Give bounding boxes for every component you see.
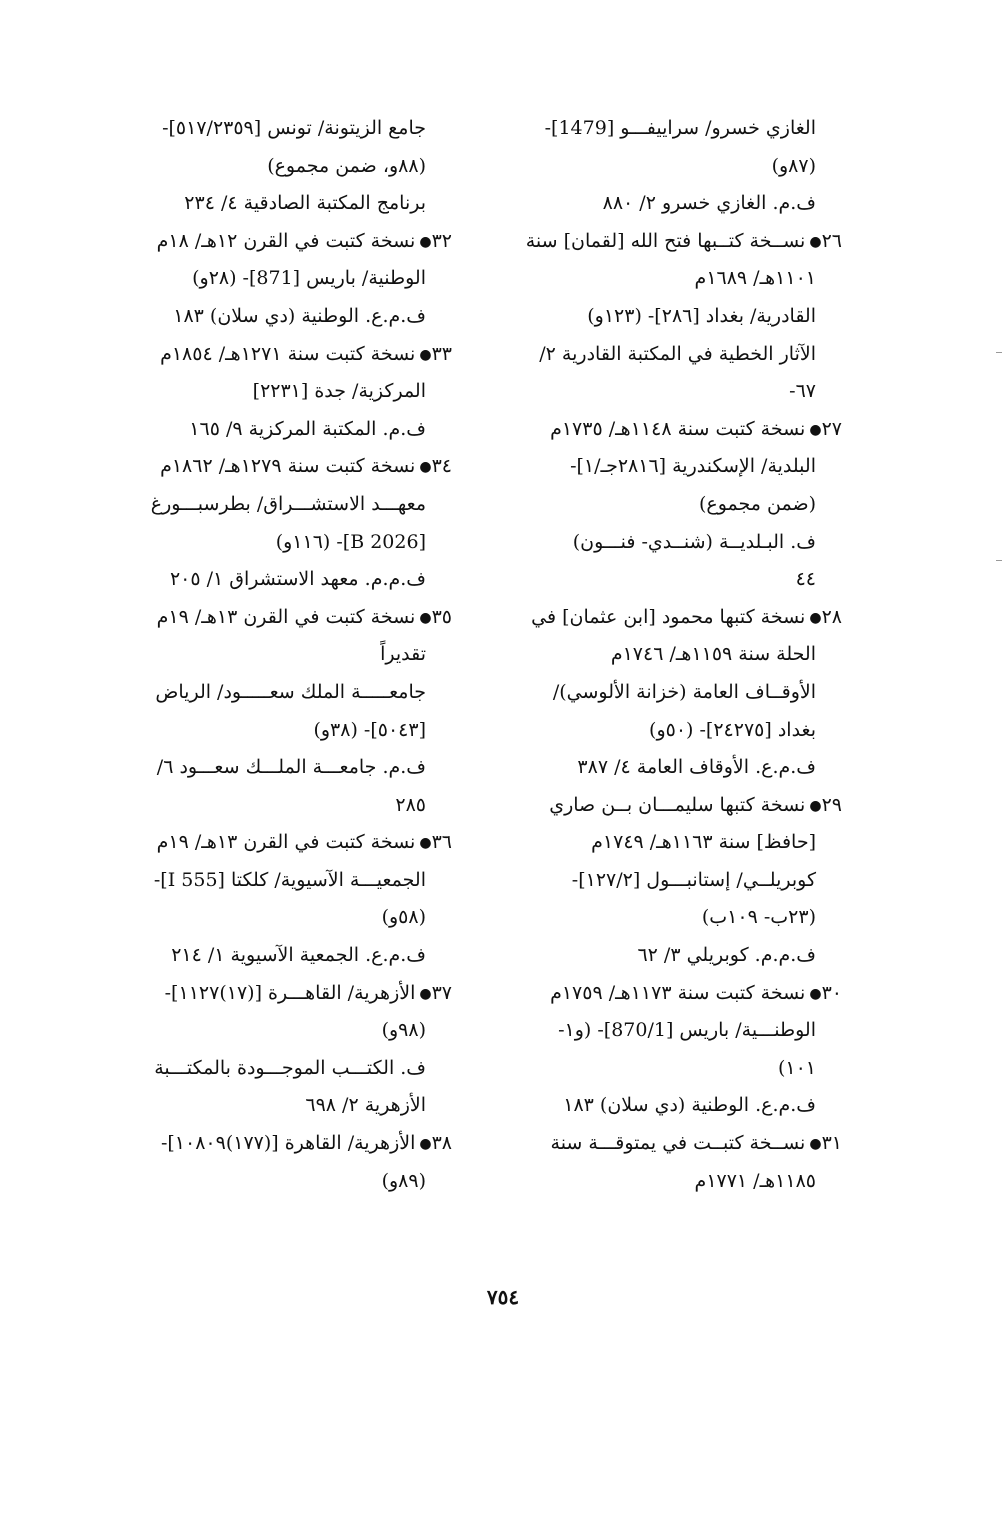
line-text: (٨٩و) xyxy=(381,1169,426,1192)
entry-line xyxy=(492,862,842,900)
bullet-icon: ● xyxy=(809,1136,822,1153)
entry-line xyxy=(492,937,842,975)
entry-line xyxy=(492,373,842,411)
entry-line xyxy=(100,185,452,223)
line-text: نسخة كتبت سنة ١١٤٨هـ/ ١٧٣٥م xyxy=(550,417,806,440)
entry-heading-line xyxy=(492,975,842,1013)
entry-heading-line xyxy=(492,1125,842,1163)
line-text: جامع الزيتونة/ تونس [٥١٧/٢٣٥٩]- xyxy=(162,117,426,139)
entry-line xyxy=(100,1050,452,1088)
line-text: نسخة كتبت سنة ١١٧٣هـ/ ١٧٥٩م xyxy=(550,981,806,1004)
entry-number: ٢٩ xyxy=(821,793,842,816)
entry-line xyxy=(492,636,842,674)
line-text: نســخة كتبــت في يمتوقـــة سنة xyxy=(550,1132,806,1155)
entry-line xyxy=(492,1050,842,1088)
line-text: ف.م.م. كوبريلي ٣/ ٦٢ xyxy=(637,944,816,967)
line-text: الوطنـــية/ باريس [870/1]- (و١- xyxy=(558,1019,816,1042)
entry-heading-line xyxy=(492,599,842,637)
line-text: نسخة كتبت سنة ١٢٧١هـ/ ١٨٥٤م xyxy=(160,342,416,365)
entry-line xyxy=(492,260,842,298)
line-text: نسخة كتبت سنة ١٢٧٩هـ/ ١٨٦٢م xyxy=(160,455,416,478)
line-text: (٥٨و) xyxy=(381,906,426,929)
line-text: كوبريلــي/ إستانبـــول [١٢٧/٢]- xyxy=(571,868,816,891)
entry-line xyxy=(100,1163,452,1201)
entry-line xyxy=(492,824,842,862)
entry-line xyxy=(492,749,842,787)
entry-number: ٣٨ xyxy=(431,1132,452,1155)
bullet-icon: ● xyxy=(419,835,432,852)
line-text: الجمعيـــة الآسيوية/ كلكتا [I 555]- xyxy=(153,868,426,891)
bullet-icon: ● xyxy=(419,985,432,1002)
entry-line xyxy=(100,1087,452,1125)
line-text: (٢٣ب- ١٠٩ب) xyxy=(701,906,816,929)
entry-heading-line xyxy=(100,223,452,261)
entry-line xyxy=(492,185,842,223)
entry-line xyxy=(100,937,452,975)
entry-heading-line xyxy=(100,824,452,862)
line-text: ف.م. الغازي خسرو ٢/ ٨٨٠ xyxy=(602,192,816,215)
line-text: البلدية/ الإسكندرية [٢٨١٦جـ/١]- xyxy=(570,455,816,478)
entry-line xyxy=(100,561,452,599)
entry-number: ٣٣ xyxy=(431,342,452,365)
line-text: الأزهرية/ القاهرة [(١٧٧)١٠٨٠٩]- xyxy=(160,1132,416,1155)
line-text: ف.م.ع. الأوقاف العامة ٤/ ٣٨٧ xyxy=(577,756,816,779)
entry-heading-line xyxy=(100,599,452,637)
entry-line xyxy=(492,712,842,750)
entry-line xyxy=(100,636,452,674)
line-text: ٢٨٥ xyxy=(395,793,426,816)
line-text: برنامج المكتبة الصادقية ٤/ ٢٣٤ xyxy=(184,192,426,215)
entry-line xyxy=(100,749,452,787)
entry-heading-line xyxy=(100,336,452,374)
entry-line xyxy=(492,1163,842,1201)
line-text: نسخة كتبها محمود [ابن عثمان] في xyxy=(531,605,806,628)
entry-number: ٣٤ xyxy=(431,455,452,478)
entry-number: ٣١ xyxy=(821,1132,842,1155)
entry-line xyxy=(100,148,452,186)
left-column xyxy=(100,110,452,1200)
bullet-icon: ● xyxy=(419,233,432,250)
bullet-icon: ● xyxy=(809,609,822,626)
entry-line xyxy=(100,712,452,750)
entry-line xyxy=(100,298,452,336)
line-text: ٤٤ xyxy=(795,568,816,591)
line-text: ١١٨٥هـ/ ١٧٧١م xyxy=(694,1169,816,1192)
line-text: الأوقــاف العامة (خزانة الألوسي)/ xyxy=(552,680,816,703)
line-text: الحلة سنة ١١٥٩هـ/ ١٧٤٦م xyxy=(610,643,816,666)
bullet-icon: ● xyxy=(419,346,432,363)
entry-line xyxy=(492,448,842,486)
entry-line xyxy=(492,674,842,712)
entry-line xyxy=(100,110,452,148)
line-text: ف.م. المكتبة المركزية ٩/ ١٦٥ xyxy=(189,417,426,440)
entry-line xyxy=(100,787,452,825)
page-number: ٧٥٤ xyxy=(486,1285,520,1309)
bullet-icon: ● xyxy=(809,797,822,814)
bullet-icon: ● xyxy=(809,421,822,438)
entry-number: ٣٦ xyxy=(431,831,452,854)
entry-heading-line xyxy=(100,1125,452,1163)
entry-number: ٣٧ xyxy=(431,981,452,1004)
entry-number: ٢٧ xyxy=(821,417,842,440)
line-text: (٩٨و) xyxy=(381,1019,426,1042)
line-text: [B 2026]- (١١٦و) xyxy=(275,530,426,553)
entry-heading-line xyxy=(492,787,842,825)
bullet-icon: ● xyxy=(809,985,822,1002)
margin-mark xyxy=(996,560,1002,561)
line-text: ف.م.ع. الوطنية (دي سلان) ١٨٣ xyxy=(173,304,426,327)
entry-heading-line xyxy=(492,411,842,449)
line-text: نسخة كتبها سليمـــان بــن صاري xyxy=(549,793,806,816)
line-text: [حافظ] سنة ١١٦٣هـ/ ١٧٤٩م xyxy=(591,831,816,854)
line-text: جامعـــــة الملك سعـــــود/ الرياض xyxy=(155,680,426,703)
line-text: ف.م.ع. الوطنية (دي سلان) ١٨٣ xyxy=(563,1094,816,1117)
entry-number: ٣٢ xyxy=(431,229,452,252)
bullet-icon: ● xyxy=(419,459,432,476)
line-text: نسخة كتبت في القرن ١٣هـ/ ١٩م xyxy=(156,831,416,854)
line-text: (٨٨و، ضمن مجموع) xyxy=(267,154,426,177)
entry-line xyxy=(100,373,452,411)
entry-line xyxy=(100,260,452,298)
line-text: ٦٧- xyxy=(789,380,816,403)
entry-number: ٣٥ xyxy=(431,605,452,628)
line-text: [٥٠٤٣]- (٣٨و) xyxy=(313,718,426,741)
entry-heading-line xyxy=(492,223,842,261)
line-text: الغازي خسرو/ سراييفـــو [1479]- xyxy=(544,117,816,139)
entry-heading-line xyxy=(100,975,452,1013)
line-text: الآثار الخطية في المكتبة القادرية ٢/ xyxy=(539,342,816,365)
entry-heading-line xyxy=(100,448,452,486)
line-text: القادرية/ بغداد [٢٨٦]- (١٢٣و) xyxy=(587,304,816,327)
entry-line xyxy=(100,411,452,449)
bullet-icon: ● xyxy=(809,233,822,250)
entry-line xyxy=(100,486,452,524)
bullet-icon: ● xyxy=(419,609,432,626)
line-text: ١١٠١هـ/ ١٦٨٩م xyxy=(694,267,816,290)
line-text: نســخة كتــبها فتح الله [لقمان] سنة xyxy=(525,229,806,252)
right-column xyxy=(492,110,842,1200)
line-text: ١٠١) xyxy=(777,1056,816,1079)
line-text: نسخة كتبت في القرن ١٣هـ/ ١٩م xyxy=(156,605,416,628)
line-text: ف. الكتـــب الموجـــودة بالمكتـــبة xyxy=(154,1056,426,1079)
line-text: ف.م.م. معهد الاستشراق ١/ ٢٠٥ xyxy=(169,568,426,591)
entry-line xyxy=(100,862,452,900)
line-text: ف.م. جامعـــة الملـــك سعـــود ٦/ xyxy=(156,756,426,779)
entry-line xyxy=(492,110,842,148)
line-text: (ضمن مجموع) xyxy=(698,492,816,515)
entry-line xyxy=(100,899,452,937)
line-text: معهـــد الاستشـــراق/ بطرسبـــورغ xyxy=(150,492,426,515)
entry-line xyxy=(492,561,842,599)
line-text: الوطنية/ باريس [871]- (٢٨و) xyxy=(192,267,426,290)
line-text: المركزية/ جدة [٢٢٣١] xyxy=(252,380,426,403)
entry-line xyxy=(492,1087,842,1125)
line-text: الأزهرية/ القاهـــرة [(١٧)١١٢٧]- xyxy=(164,981,416,1004)
margin-mark xyxy=(996,352,1002,353)
entry-line xyxy=(492,298,842,336)
line-text: (٨٧و) xyxy=(771,154,816,177)
entry-line xyxy=(492,899,842,937)
entry-line xyxy=(100,1012,452,1050)
line-text: بغداد [٢٤٢٧٥]- (٥٠و) xyxy=(649,718,816,741)
entry-line xyxy=(492,1012,842,1050)
entry-line xyxy=(492,524,842,562)
entry-line xyxy=(492,336,842,374)
entry-line xyxy=(100,524,452,562)
entry-line xyxy=(492,148,842,186)
entry-line xyxy=(492,486,842,524)
bullet-icon: ● xyxy=(419,1136,432,1153)
entry-number: ٣٠ xyxy=(821,981,842,1004)
line-text: ف. البـلديــة (شنــدي- فنـــون) xyxy=(572,530,816,553)
entry-number: ٢٨ xyxy=(821,605,842,628)
entry-line xyxy=(100,674,452,712)
line-text: تقديراً xyxy=(380,643,426,666)
line-text: الأزهرية ٢/ ٦٩٨ xyxy=(305,1094,426,1117)
line-text: ف.م.ع. الجمعية الآسيوية ١/ ٢١٤ xyxy=(171,944,426,967)
line-text: نسخة كتبت في القرن ١٢هـ/ ١٨م xyxy=(156,229,416,252)
entry-number: ٢٦ xyxy=(821,229,842,252)
